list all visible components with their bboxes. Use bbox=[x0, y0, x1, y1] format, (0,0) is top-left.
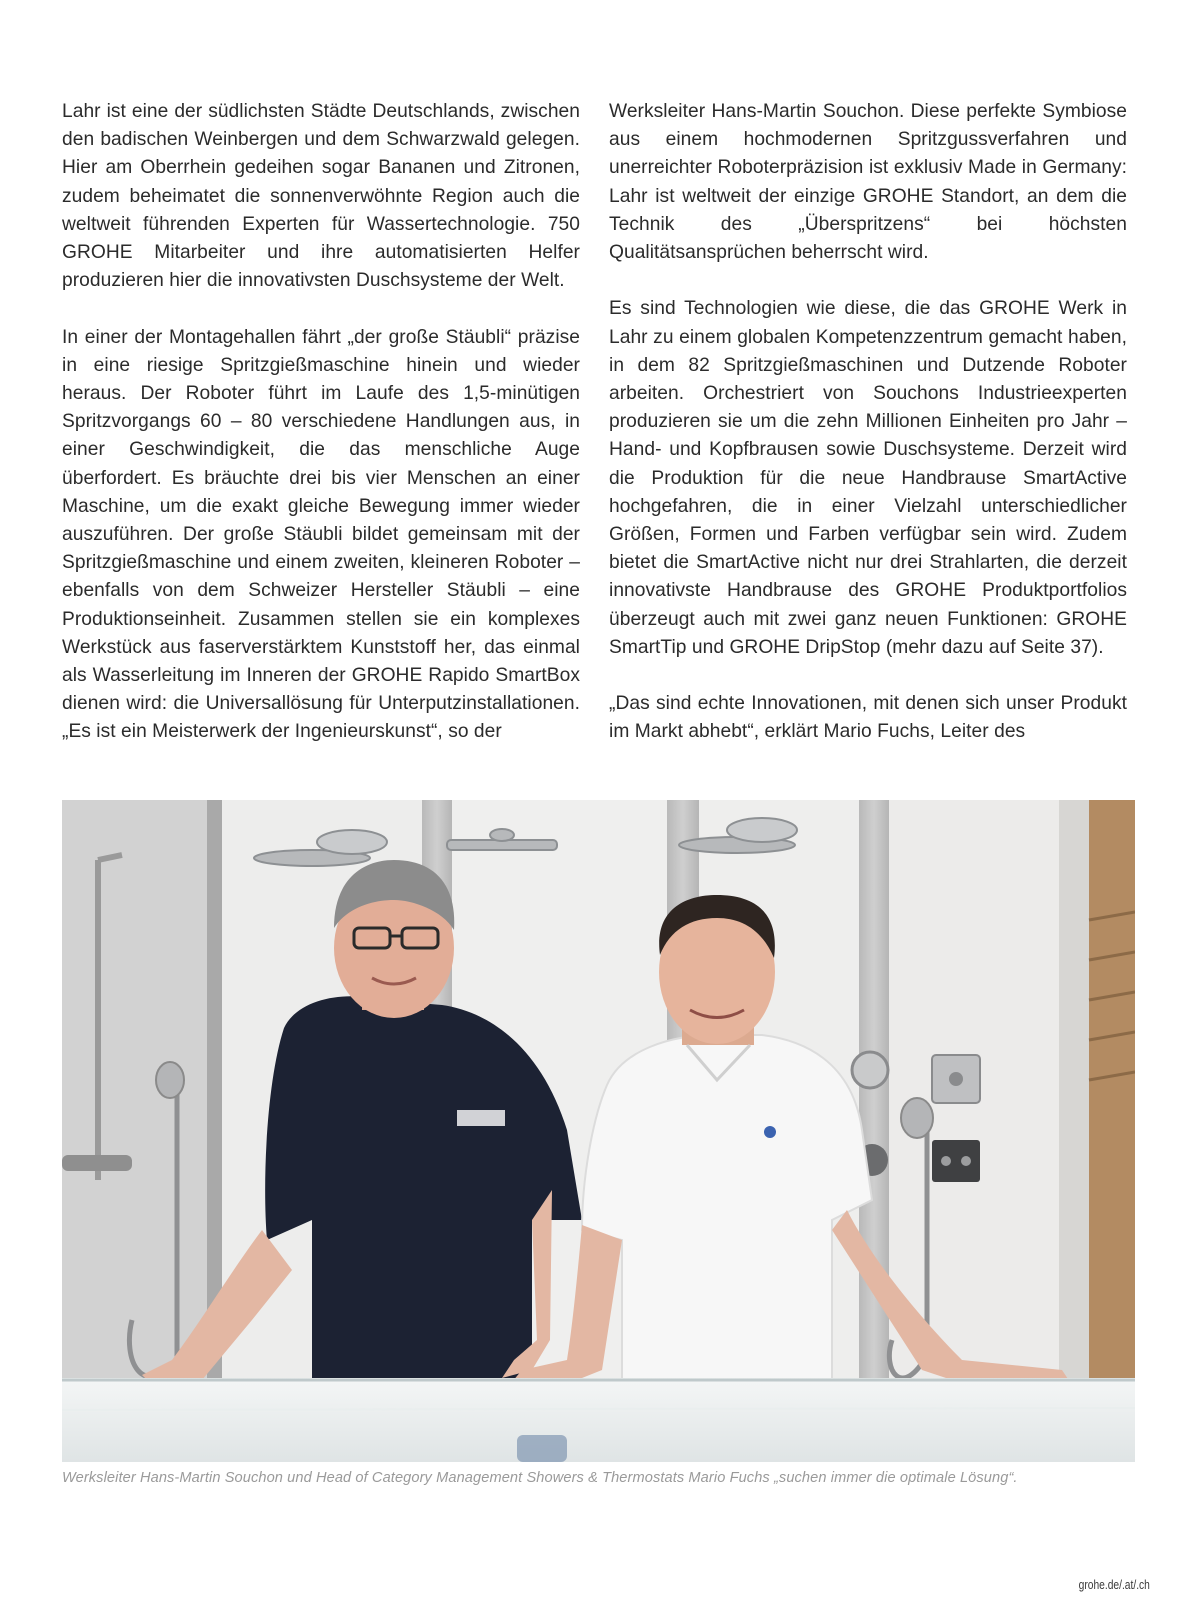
paragraph: In einer der Montagehallen fährt „der große Stäubli“ präzise in eine riesige Spritzgießmaschine hinein und wieder heraus. Der Roboter führt im Laufe des 1,5-minütigen Spritzvorgangs 60 – 80 verschiedene Handlungen aus, in einer Geschwindigkeit, die das menschliche Auge überfordert. Es bräuchte drei bis vier Menschen an einer Maschine, um die exakt gleiche Bewegung immer wieder auszuführen. Der große Stäubli bildet gemeinsam mit der Spritzgießmaschine und einem zweiten, kleineren Roboter – ebenfalls von dem Schweizer Hersteller Stäubli – eine Produktionseinheit. Zusammen stellen sie ein komplexes Werkstück aus faserverstärktem Kunststoff her, das einmal als Wasserleitung im Inneren der GROHE Rapido SmartBox dienen wird: die Universallösung für Unterputzinstallationen. „Es ist ein Meisterwerk der Ingenieurskunst“, so der bbox=[62, 326, 580, 743]
paragraph: Es sind Technologien wie diese, die das GROHE Werk in Lahr zu einem globalen Kompetenzzentrum gemacht haben, in dem 82 Spritzgießmaschinen und Dutzende Roboter arbeiten. Orchestriert von Souchons Industrieexperten produzieren sie um die zehn Millionen Einheiten pro Jahr – Hand- und Kopfbrausen sowie Duschsysteme. Derzeit wird die Produktion für die neue Handbrause SmartActive hochgefahren, die in einer Vielzahl unterschiedlicher Größen, Formen und Farben verfügbar sein wird. Zudem bietet die SmartActive nicht nur drei Strahlarten, die derzeit innovativste Handbrause des GROHE Produktportfolios überzeugt auch mit zwei ganz neuen Funktionen: GROHE SmartTip und GROHE DripStop (mehr dazu auf Seite 37). bbox=[609, 298, 1127, 658]
article-column-left bbox=[62, 98, 580, 747]
showroom-photo bbox=[62, 800, 1135, 1462]
paragraph: „Das sind echte Innovationen, mit denen sich unser Produkt im Markt abhebt“, erklärt Mario Fuchs, Leiter des bbox=[609, 693, 1127, 743]
paragraph: Lahr ist eine der südlichsten Städte Deutschlands, zwischen den badischen Weinbergen und dem Schwarzwald gelegen. Hier am Oberrhein gedeihen sogar Bananen und Zitronen, zudem beheimatet die sonnenverwöhnte Region auch die weltweit führenden Experten für Wassertechnologie. 750 GROHE Mitarbeiter und ihre automatisierten Helfer produzieren hier die innovativsten Duschsysteme der Welt. bbox=[62, 101, 580, 292]
photo-caption: Werksleiter Hans-Martin Souchon und Head of Category Management Showers & Thermostats Mario Fuchs „suchen immer die optimale Lösung“. bbox=[62, 1470, 1018, 1486]
footer-url: grohe.de/.at/.ch bbox=[1078, 1578, 1150, 1592]
article-column-right bbox=[609, 98, 1127, 747]
paragraph: Werksleiter Hans-Martin Souchon. Diese perfekte Symbiose aus einem hochmodernen Spritzgussverfahren und unerreichter Roboterpräzision ist exklusiv Made in Germany: Lahr ist weltweit der einzige GROHE Standort, an dem die Technik des „Überspritzens“ bei höchsten Qualitätsansprüchen beherrscht wird. bbox=[609, 101, 1127, 264]
